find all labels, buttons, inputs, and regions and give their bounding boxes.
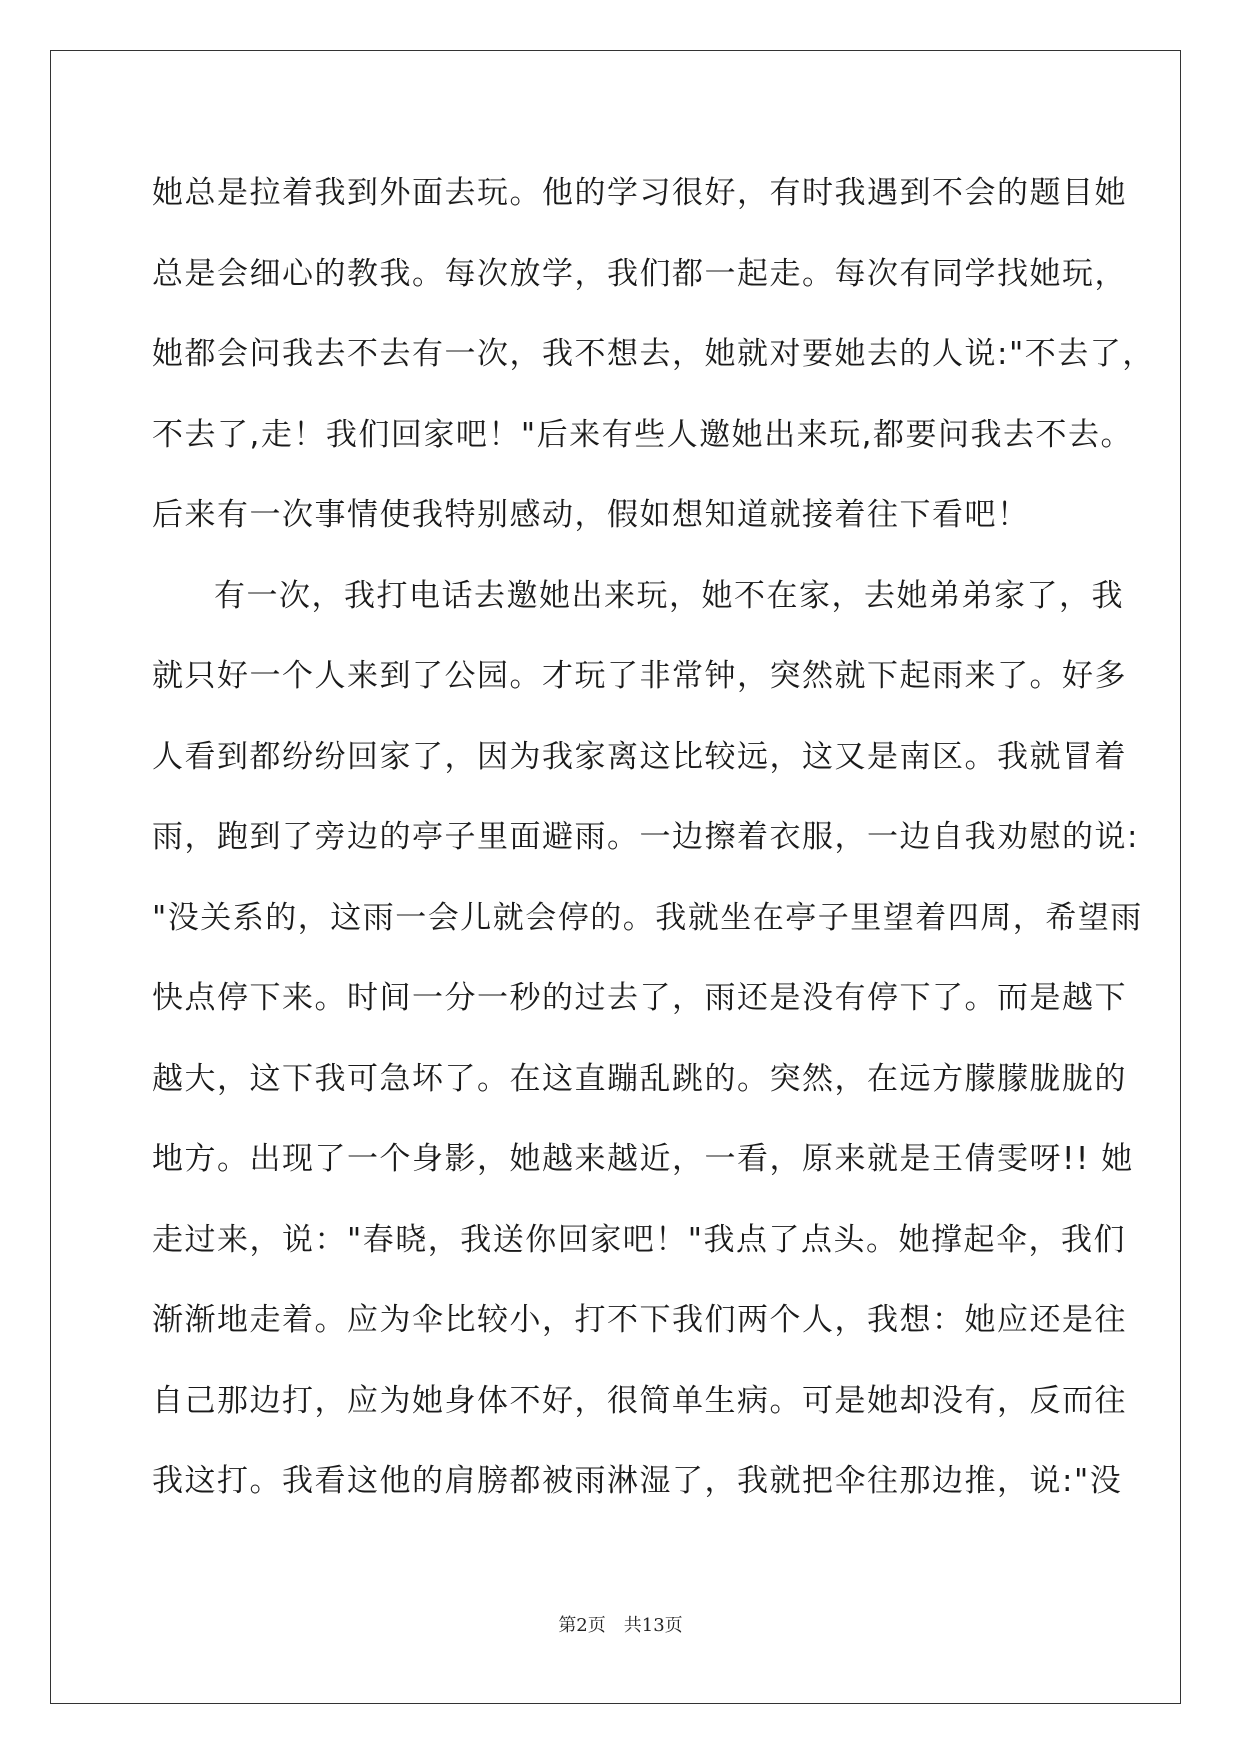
text-line: 走过来，说："春晓，我送你回家吧！"我点了点头。她撑起伞，我们 xyxy=(152,1221,1127,1258)
text-line: 她都会问我去不去有一次，我不想去，她就对要她去的人说:"不去了， xyxy=(152,336,1155,372)
text-line: 地方。出现了一个身影，她越来越近，一看，原来就是王倩雯呀!! 她 xyxy=(152,1141,1134,1177)
text-line: 人看到都纷纷回家了，因为我家离这比较远，这又是南区。我就冒着 xyxy=(152,738,1127,775)
text-line: 她总是拉着我到外面去玩。他的学习很好，有时我遇到不会的题目她 xyxy=(152,175,1127,211)
text-line: 有一次，我打电话去邀她出来玩，她不在家，去她弟弟家了，我 xyxy=(214,577,1124,614)
text-line: 快点停下来。时间一分一秒的过去了，雨还是没有停下了。而是越下 xyxy=(152,980,1127,1016)
page-footer xyxy=(0,1611,1241,1637)
text-line: 我这打。我看这他的肩膀都被雨淋湿了，我就把伞往那边推，说:"没 xyxy=(152,1463,1123,1499)
text-line: "没关系的，这雨一会儿就会停的。我就坐在亭子里望着四周，希望雨 xyxy=(152,899,1143,936)
document-body xyxy=(152,163,1155,1532)
text-line: 自己那边打，应为她身体不好，很简单生病。可是她却没有，反而往 xyxy=(152,1382,1127,1419)
text-line: 越大，这下我可急坏了。在这直蹦乱跳的。突然，在远方朦朦胧胧的 xyxy=(152,1060,1127,1097)
page-total: 共13页 xyxy=(623,1615,683,1636)
text-line: 后来有一次事情使我特别感动，假如想知道就接着往下看吧！ xyxy=(152,497,1030,533)
page-number: 第2页 xyxy=(558,1615,606,1636)
paragraph-1 xyxy=(152,163,1155,566)
text-line: 就只好一个人来到了公园。才玩了非常钟，突然就下起雨来了。好多 xyxy=(152,658,1127,694)
paragraph-2 xyxy=(152,566,1143,1532)
text-line: 雨，跑到了旁边的亭子里面避雨。一边擦着衣服，一边自我劝慰的说: xyxy=(152,819,1139,855)
text-line: 渐渐地走着。应为伞比较小，打不下我们两个人，我想：她应还是往 xyxy=(152,1302,1127,1338)
text-line: 总是会细心的教我。每次放学，我们都一起走。每次有同学找她玩， xyxy=(152,255,1127,292)
text-line: 不去了,走！我们回家吧！"后来有些人邀她出来玩,都要问我去不去。 xyxy=(152,416,1133,453)
